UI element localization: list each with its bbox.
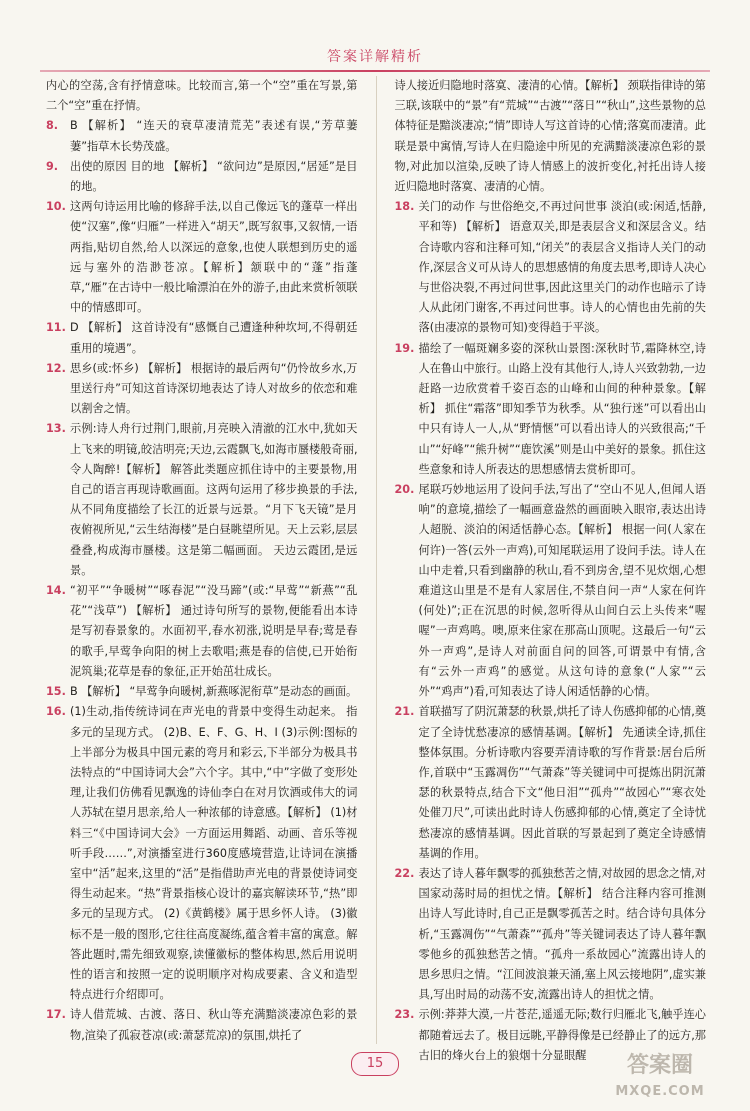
answer-item xyxy=(46,702,358,1005)
answer-item xyxy=(46,116,358,156)
answer-text: B 【解析】 “连天的衰草凄清荒芜”表述有误,“芳草萋萋”指草木长势茂盛。 xyxy=(70,119,358,153)
answer-item xyxy=(395,864,707,1005)
answer-number: 8. xyxy=(46,119,59,133)
answer-number: 13. xyxy=(46,422,66,436)
answer-item xyxy=(395,197,707,338)
answer-item xyxy=(46,318,358,358)
answer-text: 示例:诗人舟行过荆门,眼前,月亮映入清澈的江水中,犹如天上飞来的明镜,皎洁明亮;天边,云霞飘飞,如海市蜃楼般奇丽,令人陶醉!【解析】 解答此类题应抓住诗中的主要景物,用自己的语言再现诗歌画面。这两句运用了移步换景的手法,从不同角度描绘了长江的近景与远景。“月下飞天镜”是月夜俯视所见,“云生结海楼”是白昼眺望所见。天上云彩,层层叠叠,构成海市蜃楼。这是第二幅画面。 天边云霞团,是远景。 xyxy=(70,422,358,577)
continued-text: 诗人接近归隐地时落寞、凄清的心情。【解析】 颈联指律诗的第三联,该联中的“景”有“荒城”“古渡”“落日”“秋山”,这些景物的总体特征是黯淡凄凉;“情”即诗人写这首诗的心情;落寞而凄清。此联是景中寓情,写诗人在归隐途中所见的充满黯淡凄凉色彩的景物,对此加以渲染,反映了诗人情感上的波折变化,衬托出诗人接近归隐地时落寞、凄清的心情。 xyxy=(394,79,706,194)
answer-text: B 【解析】 “早莺争向暖树,新燕啄泥衔草”是动态的画面。 xyxy=(70,685,358,699)
answer-text: 尾联巧妙地运用了设问手法,写出了“空山不见人,但闻人语响”的意境,描绘了一幅画意盎然的画面映入眼帘,表达出诗人超脱、淡泊的闲适恬静心态。【解析】 根据一问(人家在何许)一答(云外一声鸡),可知尾联运用了设问手法。诗人在山中走着,只看到幽静的秋山,看不到房舍,望不见炊烟,心想难道这山里是不是有人家居住,不禁自问一声“人家在何许(何处)”;正在沉思的时候,忽听得从山间白云上头传来“喔喔”一声鸡鸣。噢,原来住家在那高山顶呢。这最后一句“云外一声鸡”,是诗人对前面自问的回答,可谓景中有情,含有“云外一声鸡”的感觉。从这句诗的意象(“人家”“云外”“鸡声”)看,可知表达了诗人闲适恬静的心情。 xyxy=(418,483,706,699)
column-divider xyxy=(376,76,377,1044)
answer-text: 首联描写了阴沉萧瑟的秋景,烘托了诗人伤感抑郁的心情,奠定了全诗忧愁凄凉的感情基调。【解析】 先通读全诗,抓住整体氛围。分析诗歌内容要弄清诗歌的写作背景:居台后所作,首联中“玉露凋伤”“气萧森”等关键词中可提炼出阴沉萧瑟的秋景特点,结合下文“他日泪”“孤舟”“故园心”“寒衣处处催刀尺”,可读出此时诗人伤感抑郁的心情,奠定了全诗忧愁凄凉的感情基调。因此首联的写景起到了奠定全诗感情基调的作用。 xyxy=(418,705,706,860)
answer-number: 10. xyxy=(46,200,66,214)
answer-text: 出使的原因 目的地 【解析】 “欲问边”是原因,“居延”是目的地。 xyxy=(70,159,358,194)
answer-item xyxy=(395,480,707,702)
answer-number: 23. xyxy=(394,1008,415,1022)
left-column xyxy=(46,76,358,1044)
answer-text: 表达了诗人暮年飘零的孤独愁苦之情,对故园的思念之情,对国家动荡时局的担忧之情。【解析】 结合注释内容可推测出诗人写此诗时,自己正是飘零孤苦之时。结合诗句具体分析,“玉露凋伤”“气萧森”“孤舟”等关键词表达了诗人暮年飘零他乡的孤独愁苦之情。“孤舟一系故园心”流露出诗人的思乡思归之情。“江间波浪兼天涌,塞上风云接地阴”,虚实兼具,写出时局的动荡不安,流露出诗人的担忧之情。 xyxy=(418,866,706,1002)
answer-number: 14. xyxy=(46,584,66,598)
answer-item xyxy=(46,581,358,682)
header-title: 答案详解精析 xyxy=(327,49,423,65)
answer-number: 9. xyxy=(46,159,59,173)
answer-item xyxy=(46,359,358,420)
answer-number: 17. xyxy=(46,1008,66,1022)
answer-number: 22. xyxy=(394,866,415,880)
page-header xyxy=(40,40,710,70)
answer-number: 11. xyxy=(46,321,66,335)
continued-text: 内心的空荡,含有抒情意味。比较而言,第一个“空”重在写景,第二个“空”重在抒情。 xyxy=(46,79,358,113)
answer-text: “初平”“争暖树”“啄春泥”“没马蹄”(或:“早莺”“新燕”“乱花”“浅草”) 【解析】 通过诗句所写的景物,便能看出本诗是写初春景象的。水面初平,春水初涨,说明是早春;莺是春的歌手,早莺争向阳的树上去歌唱;燕是春的信使,已开始衔泥筑巢;花草是春的象征,正开始茁壮成长。 xyxy=(70,584,358,678)
two-column-body xyxy=(46,76,706,1062)
answer-text: 诗人借荒城、古渡、落日、秋山等充满黯淡凄凉色彩的景物,渲染了孤寂苍凉(或:萧瑟荒凉)的氛围,烘托了 xyxy=(70,1008,358,1042)
answer-text: 思乡(或:怀乡) 【解析】 根据诗的最后两句“仍怜故乡水,万里送行舟”可知这首诗深切地表达了诗人对故乡的依恋和难以割舍之情。 xyxy=(70,361,358,416)
right-column xyxy=(394,76,707,1062)
answer-number: 15. xyxy=(46,685,66,699)
watermark-url: MXQE.COM xyxy=(615,1084,705,1099)
answer-number: 21. xyxy=(394,705,415,719)
answer-number: 16. xyxy=(46,705,66,719)
answer-text: (1)生动,指传统诗词在声光电的背景中变得生动起来。 指多元的呈现方式。 (2)B、E、F、G、H、I (3)示例:图标的上半部分为极具中国元素的弯月和彩云,下半部分为极具书法特点的“中国诗词大会”六个字。其中,“中”字做了变形处理,让我们仿佛看见飘逸的诗仙李白在对月饮酒或伟大的词人苏轼在望月思亲,给人一种浓郁的诗意感。【解析】 (1)材料三“《中国诗词大会》一方面运用舞蹈、动画、音乐等视听手段……”,对演播室进行360度感境营造,让诗词在演播室中“活”起来,这里的“活”是指借助声光电的背景使诗词变得生动起来。“热”背景指核心设计的嘉宾解读环节,“热”即多元的呈现方式。 (2)《黄鹤楼》属于思乡怀人诗。 (3)徽标不是一般的图形,它往往高度凝练,蕴含着丰富的寓意。解答此题时,需先细致观察,读懂徽标的整体构思,然后用说明性的语言和按照一定的说明顺序对构成要素、含义和造型特点进行介绍即可。 xyxy=(70,705,358,1002)
answer-item xyxy=(46,197,358,318)
answer-number: 20. xyxy=(394,483,415,497)
answer-item xyxy=(46,1005,358,1045)
answer-item xyxy=(395,702,707,864)
answer-number: 12. xyxy=(46,361,66,375)
header-rule xyxy=(40,70,710,72)
page-number: 15 xyxy=(351,1052,399,1076)
answer-item xyxy=(46,157,358,197)
answer-text: 描绘了一幅斑斓多姿的深秋山景图:深秋时节,霜降林空,诗人在鲁山中旅行。山路上没有其他行人,诗人兴致勃勃,一边赶路一边欣赏着千姿百态的山峰和山间的种种景象。【解析】 抓住“霜落”即知季节为秋季。从“独行迷”可以看出山中只有诗人一人,从“野情惬”可以看出诗人的兴致很高;“千山”“好峰”“熊升树”“鹿饮溪”则是山中美好的景象。抓住这些意象和诗人所表达的思想感情去赏析即可。 xyxy=(418,341,706,476)
answer-text: 关门的动作 与世俗绝交,不再过问世事 淡泊(或:闲适,恬静,平和等) 【解析】 语意双关,即是表层含义和深层含义。结合诗歌内容和注释可知,“闭关”的表层含义指诗人关门的动作,深层含义可从诗人的思想感情的角度去思考,即诗人决心与世俗决裂,不再过问世事,因此这里关门的动作也暗示了诗人从此闭门谢客,不再过问世事。诗人的心情也由先前的失落(由凄凉的景物可知)变得趋于平淡。 xyxy=(418,200,706,335)
answer-number: 19. xyxy=(394,341,415,355)
answer-text: 这两句诗运用比喻的修辞手法,以自己像远飞的蓬草一样出使“汉塞”,像“归雁”一样进入“胡天”,既写叙事,又叙情,一语两指,贴切自然,给人以深远的意象,也使人联想到历史的遥远与塞外的浩渺苍凉。【解析】颔联中的“蓬”指蓬草,“雁”在古诗中一般比喻漂泊在外的游子,由此来赏析领联中的情感即可。 xyxy=(70,200,358,315)
answer-text: D 【解析】 这首诗没有“感慨自己遭逢种种坎坷,不得朝廷重用的境遇”。 xyxy=(70,321,358,355)
watermark-logo xyxy=(590,1053,730,1105)
answer-item xyxy=(395,339,707,480)
answer-item xyxy=(46,682,358,702)
answer-text: 示例:莽莽大漠,一片苍茫,遥遥无际;数行归雁北飞,触乎连心都随着远去了。极目远眺,平静得像是已经静止了的远方,那古旧的烽火台上的狼烟十分显眼醒 xyxy=(418,1008,706,1062)
watermark-text: 答案圈 xyxy=(626,1053,693,1078)
answer-number: 18. xyxy=(394,200,415,214)
answer-item xyxy=(46,419,358,581)
